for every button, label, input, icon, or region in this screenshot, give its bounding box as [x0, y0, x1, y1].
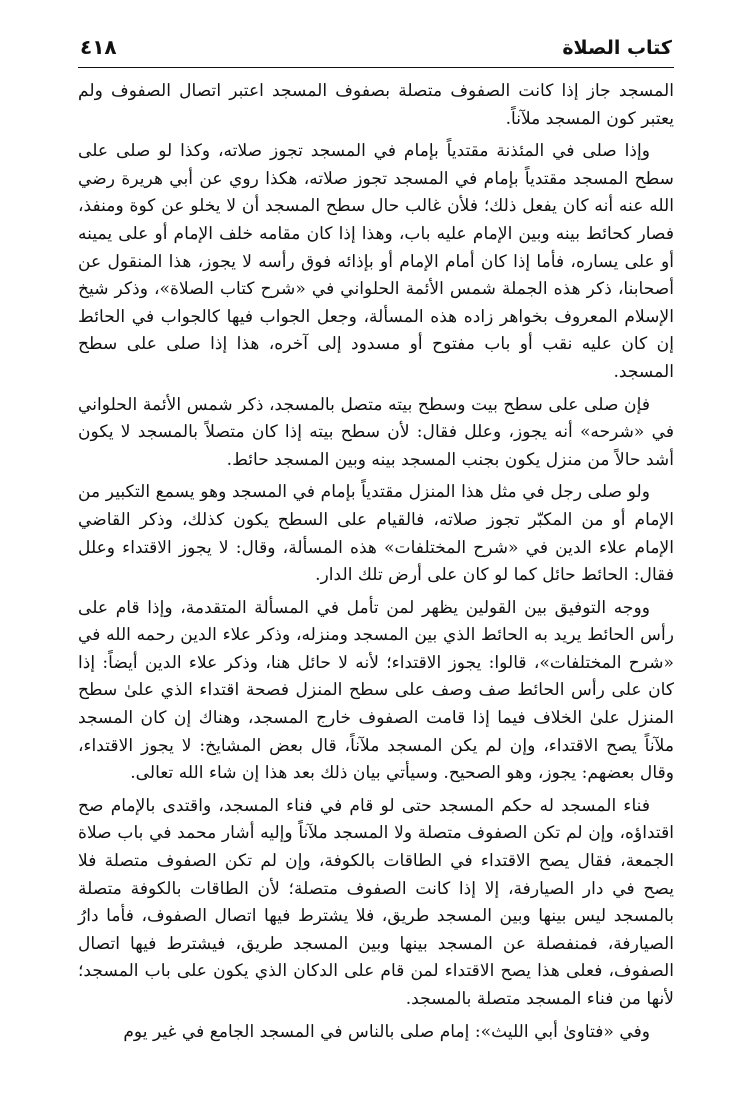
paragraph: ووجه التوفيق بين القولين يظهر لمن تأمل في المسألة المتقدمة، وإذا قام على رأس الحائط يريد به الحائط الذي بين المسجد ومنزله، وذكر علاء الدين رحمه الله في «شرح المختلفات»، قالوا: يجوز الاقتداء؛ لأنه لا حائل هنا، وذكر علاء الدين أيضاً: إذا كان على رأس الحائط صف وصف على سطح المنزل فصحة اقتداء الذي علىٰ سطح المنزل علىٰ الخلاف فيما إذا قامت الصفوف خارج المسجد، وهناك إن كان المسجد ملآناً يصح الاقتداء، وإن لم يكن المسجد ملآناً، قال بعض المشايخ: لا يجوز الاقتداء، وقال بعضهم: يجوز، وهو الصحيح. وسيأتي بيان ذلك بعد هذا إن شاء الله تعالى. [78, 597, 674, 784]
chapter-title: كتاب الصلاة [562, 37, 672, 59]
page-number: ٤١٨ [80, 35, 117, 59]
paragraph: وفي «فتاوىٰ أبي الليث»: إمام صلى بالناس في المسجد الجامع في غير يوم [123, 1021, 650, 1042]
running-header [78, 34, 674, 68]
paragraph: فناء المسجد له حكم المسجد حتى لو قام في فناء المسجد، واقتدى بالإمام صح اقتداؤه، وإن لم تكن الصفوف متصلة ولا المسجد ملآناً وإليه أشار محمد في باب صلاة الجمعة، فقال يصح الاقتداء في الطاقات بالكوفة، وإن لم تكن الصفوف متصلة فلا يصح في دار الصيارفة، إلا إذا كانت الصفوف متصلة؛ لأن الطاقات بالكوفة متصلة بالمسجد ليس بينها وبين المسجد طريق، فلا يشترط فيها اتصال الصفوف، فأما دارُ الصيارفة، فمنفصلة عن المسجد بينها وبين المسجد طريق، فيشترط فيها اتصال الصفوف، فعلى هذا يصح الاقتداء لمن قام على الدكان الذي يكون على باب المسجد؛ لأنها من فناء المسجد متصلة بالمسجد. [78, 795, 674, 1009]
paragraph: وإذا صلى في المئذنة مقتدياً بإمام في المسجد تجوز صلاته، وكذا لو صلى على سطح المسجد مقتدياً بإمام في المسجد تجوز صلاته، هكذا روي عن أبي هريرة رضي الله عنه أنه كان يفعل ذلك؛ فلأن غالب حال سطح المسجد أن لا يخلو عن كوة ومنفذ، فصار كحائط بينه وبين الإمام عليه باب، وهذا إذا كان مقامه خلف الإمام أو على يمينه أو على يساره، فأما إذا كان أمام الإمام أو بإذائه فوق رأسه لا يجوز، هذا المنقول عن أصحابنا، ذكر هذه الجملة شمس الأئمة الحلواني في «شرح كتاب الصلاة»، وذكر شيخ الإسلام المعروف بخواهر زاده هذه المسألة، وجعل الجواب فيها كالجواب في الحائط إن كان عليه نقب أو باب مفتوح أو مسدود إلى آخره، هذا إذا صلى على سطح المسجد. [78, 141, 674, 382]
body-text [78, 78, 674, 1046]
paragraph: المسجد جاز إذا كانت الصفوف متصلة بصفوف المسجد اعتبر اتصال الصفوف ولم يعتبر كون المسجد ملآناً. [78, 81, 674, 129]
paragraph: فإن صلى على سطح بيت وسطح بيته متصل بالمسجد، ذكر شمس الأئمة الحلواني في «شرحه» أنه يجوز، وعلل فقال: لأن سطح بيته إذا كان متصلاً بالمسجد لا يكون أشد حالاً من منزل يكون بجنب المسجد بينه وبين المسجد حائط. [78, 394, 674, 470]
document-page [78, 34, 674, 1051]
paragraph: ولو صلى رجل في مثل هذا المنزل مقتدياً بإمام في المسجد وهو يسمع التكبير من الإمام أو من المكبّر تجوز صلاته، فالقيام على السطح يكون كذلك، وذكر القاضي الإمام علاء الدين في «شرح المختلفات» هذه المسألة، وقال: لا يجوز الاقتداء وعلل فقال: الحائط حائل كما لو كان على أرض تلك الدار. [78, 482, 674, 586]
